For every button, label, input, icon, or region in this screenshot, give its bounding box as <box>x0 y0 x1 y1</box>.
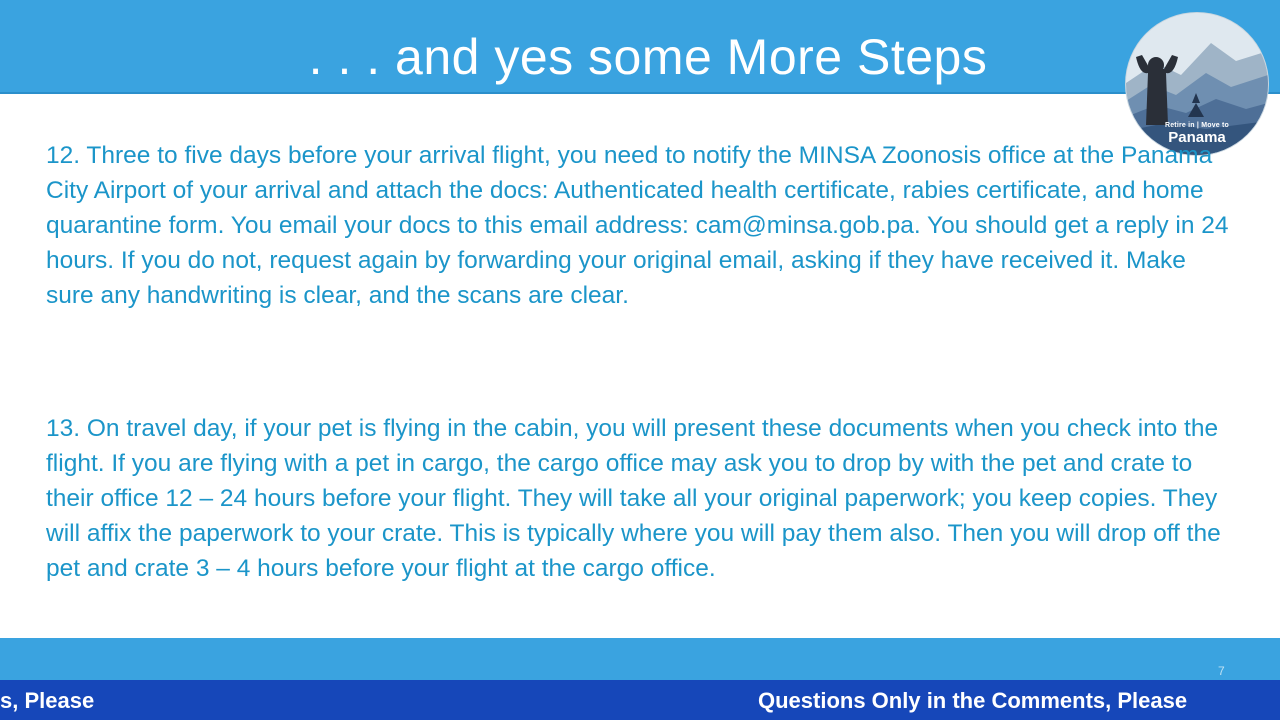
slide-footer-bar <box>0 638 1280 680</box>
logo-wordmark: Panama <box>1168 129 1226 146</box>
ticker-text-left: s, Please <box>0 688 95 713</box>
step-13-paragraph: 13. On travel day, if your pet is flying in the cabin, you will present these documents when you check into the flight. If you are flying with a pet in cargo, the cargo office may ask you to drop by with the pet and crate to their office 12 – 24 hours before your flight. They will take all your original paperwork; you keep copies. They will affix the paperwork to your crate. This is typically where you will pay them also. Then you will drop off the pet and crate 3 – 4 hours before your flight at the cargo office. <box>46 415 1221 582</box>
step-12-paragraph: 12. Three to five days before your arrival flight, you need to notify the MINSA Zoonosis office at the Panama City Airport of your arrival and attach the docs: Authenticated health certificate, rabies certificate, and home quarantine form. You email your docs to this email address: cam@minsa.gob.pa. You should get a reply in 24 hours. If you do not, request again by forwarding your original email, asking if they have received it. Make sure any handwriting is clear, and the scans are clear. <box>46 142 1229 309</box>
comments-ticker-banner <box>0 680 1280 720</box>
retire-in-panama-logo <box>1126 13 1268 155</box>
logo-tagline: Retire in | Move to <box>1164 122 1230 129</box>
slide-title: . . . and yes some More Steps <box>308 29 988 85</box>
slide-number: 7 <box>1218 664 1225 678</box>
ticker-text-right: Questions Only in the Comments, Please <box>758 688 1188 713</box>
